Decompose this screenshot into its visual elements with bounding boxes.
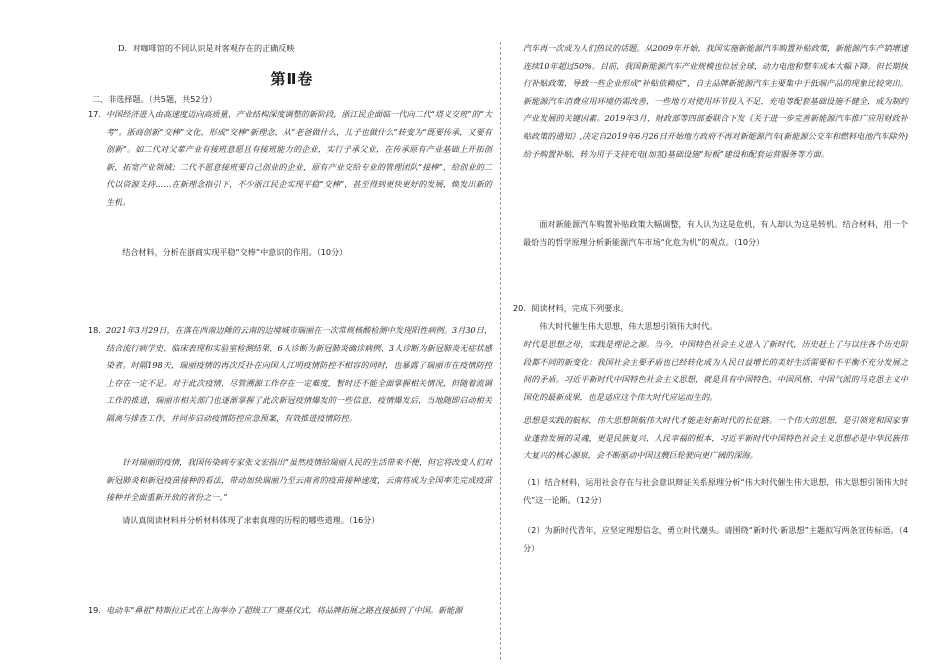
volume-title: 第Ⅱ卷 xyxy=(270,70,314,88)
q19-material-continued: 汽车再一次成为人们热议的话题。从2009年开始，我国实施新能源汽车购置补贴政策，新能源汽车产销增速连续10年超过50%。目前，我国新能源汽车产业规模也位居全球，动力电池和整车成本大幅下降。但长期执行补贴政策，导致一些企业形成“补贴依赖症”，自主品牌新能源汽车主要集中于低端产品的现象比较突出。新能源汽车消费应用环境仍需改善，一些地方对使用环节投入不足，充电等配套基础设施不健全，成为制约产业发展的关键因素。2019年3月，财政部等四部委联合下发《关于进一步完善新能源汽车推广应用财政补贴政策的通知》,决定自2019年6月26日开始地方政府不再对新能源汽车(新能源公交车和燃料电池汽车除外)给予购置补贴，转为用于支持充电(加氢)基础设施“短板”建设和配套运营服务等方面。 xyxy=(523,43,908,159)
q20-subquestion-1: （1）结合材料，运用社会存在与社会意识辩证关系原理分析“伟大时代催生伟大思想，伟大思想引领伟大时代”这一论断。（12分） xyxy=(523,477,908,505)
q17-material: 中国经济进入由高速度迈向高质量、产业结构深度调整的新阶段，浙江民企面临一代向二代“塔义交班”的“大考”。浙商创新“交棒”文化，形成“交棒”新理念，从“老爸做什么，儿子也做什么”转变为“既要传承，又要有创新”。如二代对父辈产业有接班意愿且有接班能力的企业，实行子承父业，在传承原有产业基础上开拓创新，拓宽产业领域；二代不愿意接班要自己创业的企业，原有产业交给专业的管理团队“接棒”，给创业的二代以资源支持……在新理念指引下，不少浙江民企实现平稳“交棒”，甚至得到更快更好的发展，焕发出新的生机。 xyxy=(106,109,492,207)
q18-prompt: 请认真阅读材料并分析材料体现了求索真理的历程的哪些道理。（16分） xyxy=(122,515,380,525)
column-divider xyxy=(500,42,501,660)
q20-material-1: 时代是思想之母，实践是理论之源。当今，中国特色社会主义进入了新时代，历史赶上了与以往各个历史阶段都不同的新变化：我国社会主要矛盾也已经转化成为人民日益增长的美好生活需要和不平衡不充分发展之间的矛盾。习近平新时代中国特色社会主义思想，就是具有中国特色、中国风格、中国气派的马克思主义中国化的最新成果，也是适应这个伟大时代应运而生的。 xyxy=(523,339,908,402)
q19-material-start: 电动车“鼻祖”特斯拉正式在上海举办了超级工厂奠基仪式，将品牌拓展之路直接插到了中国。新能源 xyxy=(106,605,463,615)
q18-material: 2021年3月29日，在落在西南边陲的云南的边境城市瑞丽在一次常规核酸检测中发现阳性病例。3月30日，结合流行病学史、临床表现和实验室检测结果，6人诊断为新冠肺炎确诊病例、3人诊断为新冠肺炎无症状感染者。时隔198天，瑞丽疫情的再次反扑在向国人江明疫情防控不相容的同时，也暴露了瑞丽市在疫情防控上存在一定不足。对于此次疫情，尽管溯源工作存在一定难度，暂时还不能全面掌握相关情况，但随着流调工作的推进，瑞丽市相关部门也逐渐掌握了此次新冠疫情爆发的一些信息，疫情爆发后，当地随即启动相关隔离与排查工作，并同步启动疫情防控应急预案，有效推进疫情防控。 xyxy=(106,325,492,423)
right-column xyxy=(513,0,908,672)
left-column xyxy=(88,0,492,672)
q20-material-2: 思想是实践的航标，伟大思想领航伟大时代才能走好新时代的长征路。一个伟大的思想，是引领党和国家事业蓬勃发展的灵魂，更是民族复兴、人民幸福的根本，习近平新时代中国特色社会主义思想必是中华民族伟大复兴的核心源泉，会不断驱动中国这艘巨轮驶向更广阔的深海。 xyxy=(523,415,908,461)
q16-option-d: D．对咖啡馆的不同认识是对客观存在的正确反映 xyxy=(118,43,295,53)
q17-number: 17． xyxy=(88,109,107,119)
q20-header: 20．阅读材料，完成下列要求。 xyxy=(513,303,629,313)
q20-slogan: 伟大时代催生伟大思想，伟大思想引领伟大时代。 xyxy=(539,321,718,331)
q18-expert-quote: 针对瑞丽的疫情，我国传染病专家张文宏指出“虽然疫情给瑞丽人民的生活带来不便，但它将改变人们对新冠肺炎和新冠疫苗接种的看法，带动加快瑞丽乃至云南省的疫苗接种速度，云南将成为全国率先完成疫苗接种并全面重新开放的省份之一。” xyxy=(106,457,492,503)
q20-subquestion-2: （2）为新时代青年，应坚定理想信念，勇立时代潮头。请围绕“新时代·新思想”主题拟写两条宣传标语。（4分） xyxy=(523,525,908,553)
section-header: 二、非选择题。（共5题，共52分） xyxy=(92,94,217,104)
q19-number: 19． xyxy=(88,605,107,615)
q17-prompt: 结合材料，分析在浙商实现平稳“交棒”中意识的作用。（10分） xyxy=(122,247,348,257)
q19-prompt: 面对新能源汽车购置补贴政策大幅调整，有人认为这是危机，有人却认为这是转机。结合材料，用一个最恰当的哲学原理分析新能源汽车市场“化危为机”的观点。（10分） xyxy=(523,219,908,247)
q18-number: 18． xyxy=(88,325,107,335)
